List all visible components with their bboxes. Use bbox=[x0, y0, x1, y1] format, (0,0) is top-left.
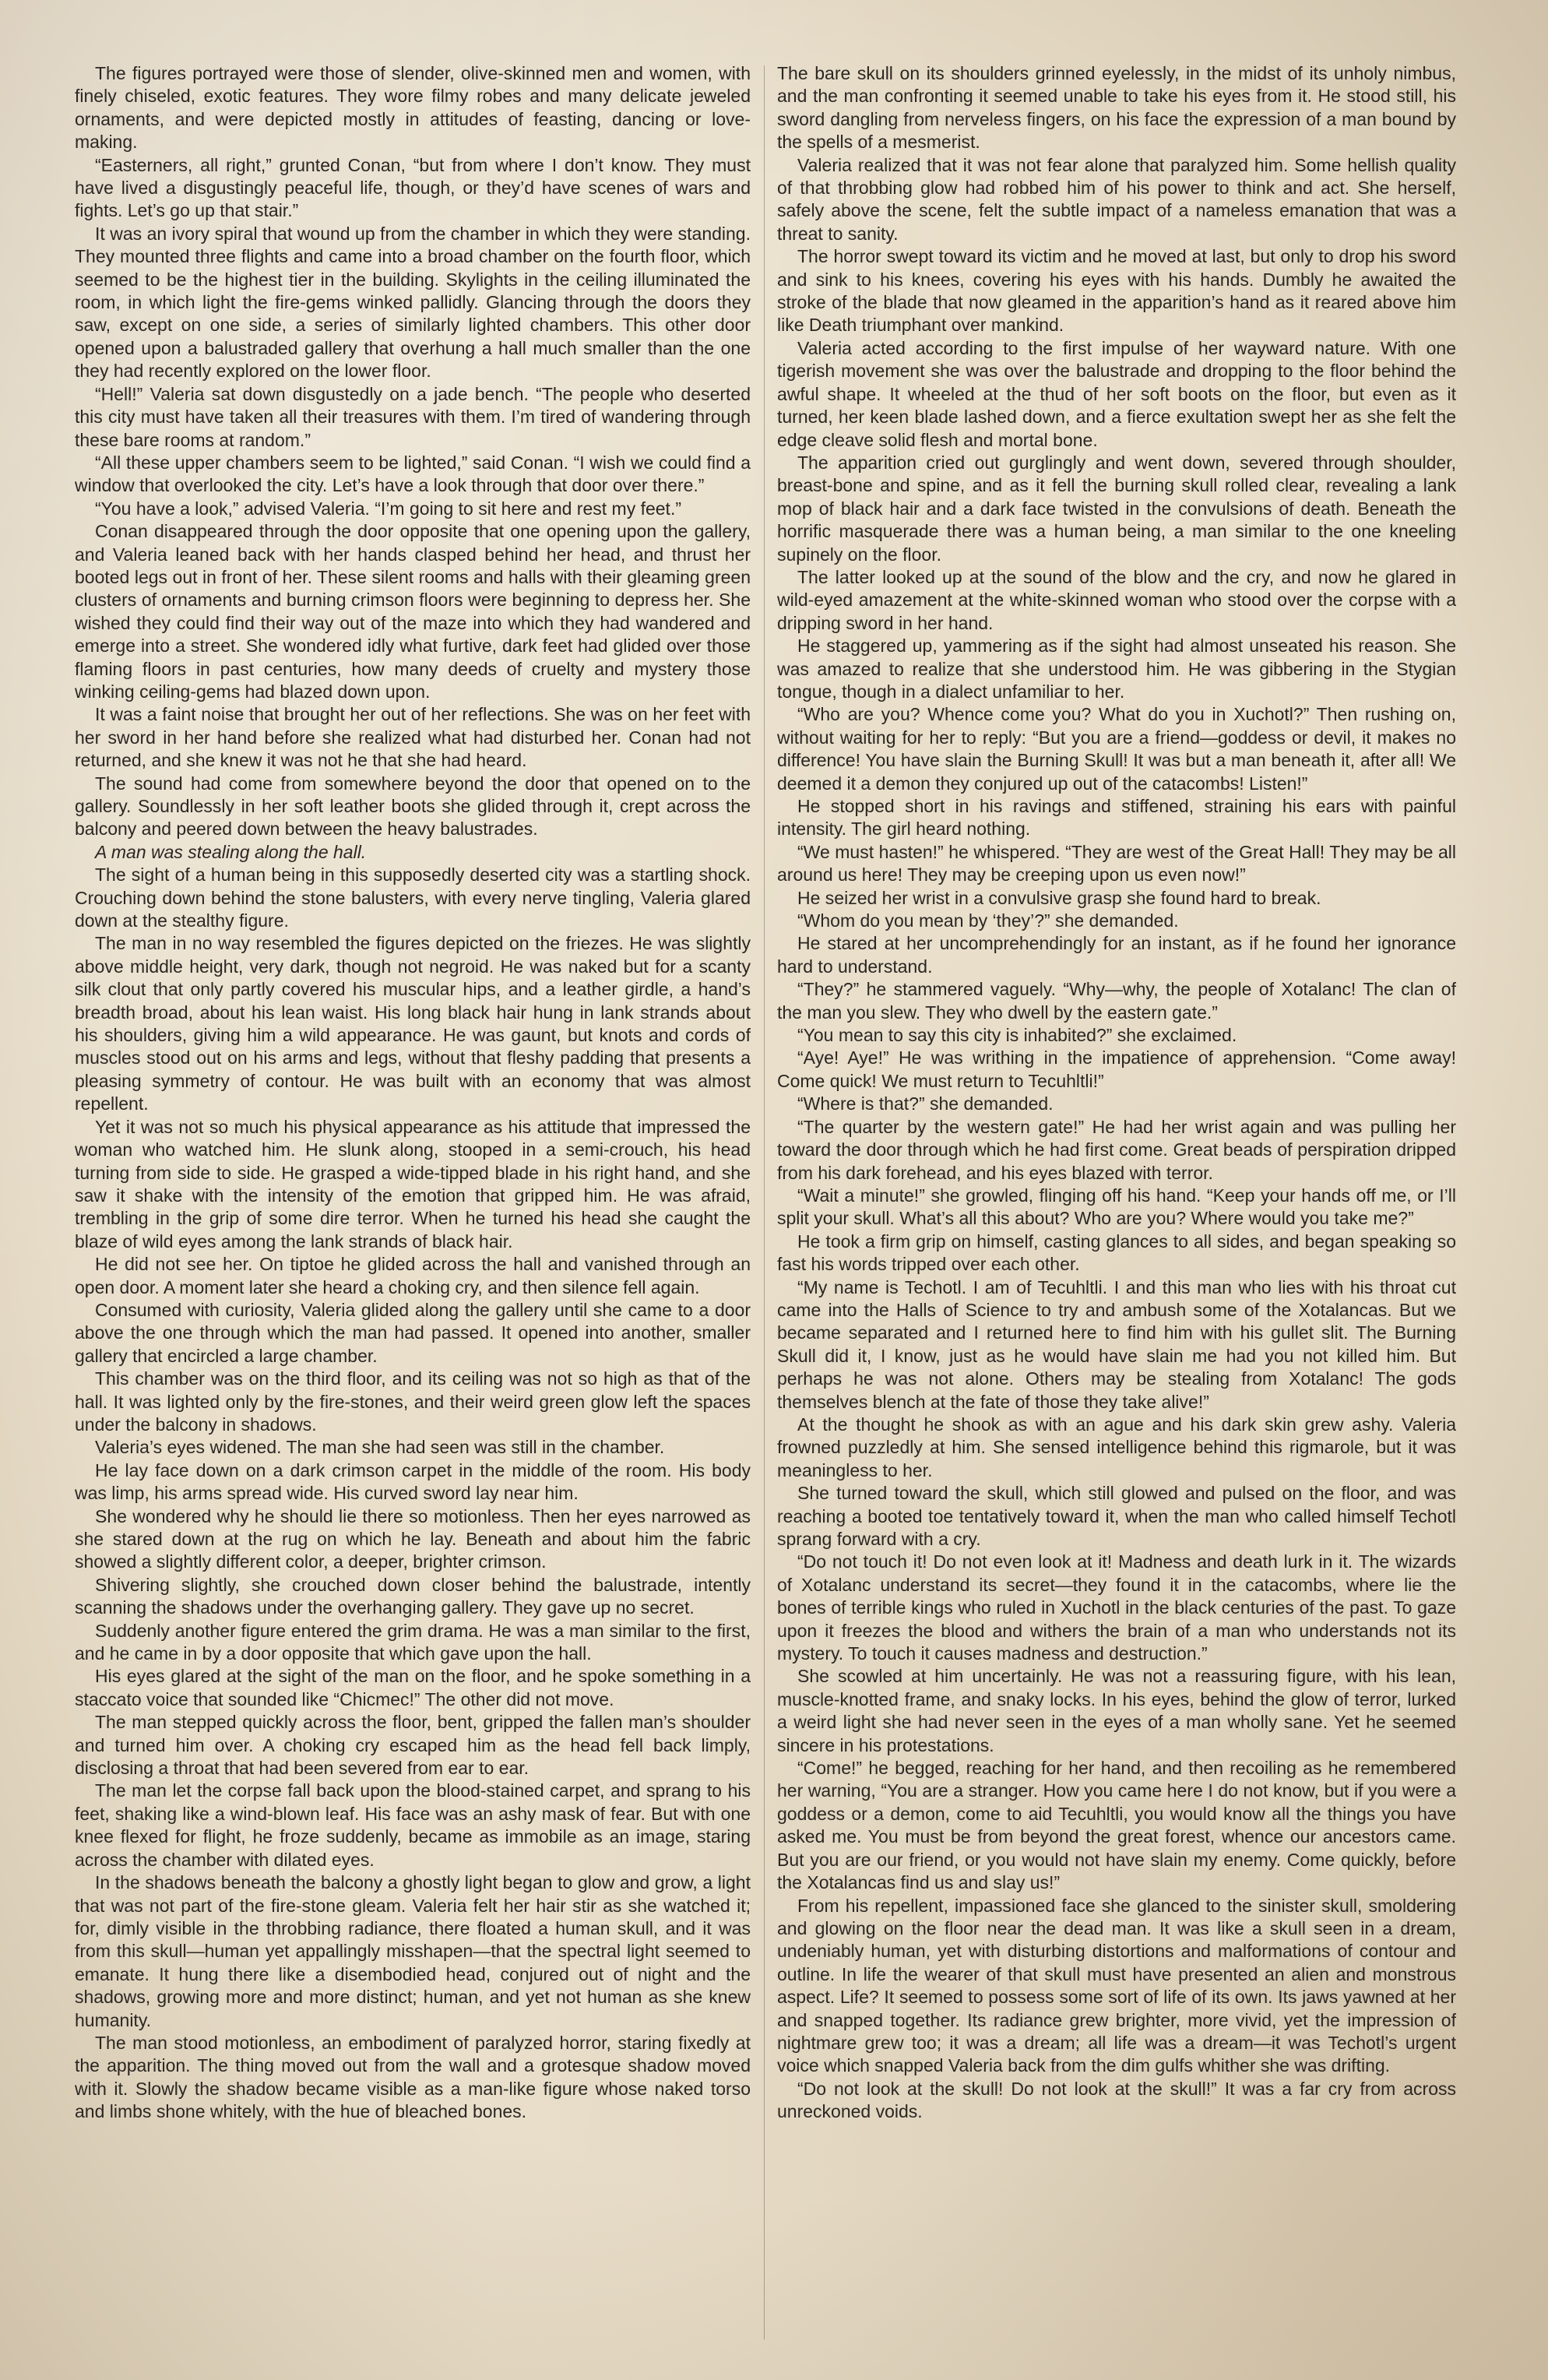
paragraph: Valeria realized that it was not fear alone that paralyzed him. Some hellish quality of that throbbing glow had robbed him of his power to think and act. She herself, safely above the scene, felt the subtle impact of a nameless emanation that was a threat to sanity. bbox=[777, 154, 1456, 244]
paragraph: At the thought he shook as with an ague and his dark skin grew ashy. Valeria frowned puzzledly at him. She sensed intelligence behind this rigmarole, but it was meaningless to her. bbox=[777, 1414, 1456, 1480]
paragraph: The man stepped quickly across the floor, bent, gripped the fallen man’s shoulder and turned him over. A choking cry escaped him as the head fell back limply, disclosing a throat that had been severed from ear to ear. bbox=[75, 1712, 751, 1779]
paragraph: “They?” he stammered vaguely. “Why—why, the people of Xotalanc! The clan of the man you slew. They who dwell by the eastern gate.” bbox=[777, 979, 1456, 1023]
paragraph: The sound had come from somewhere beyond the door that opened on to the gallery. Soundlessly in her soft leather boots she glided through it, crept across the balcony and peered down between the heavy balustrades. bbox=[75, 773, 751, 840]
paragraph: “Do not look at the skull! Do not look at the skull!” It was a far cry from across unreckoned voids. bbox=[777, 2078, 1456, 2122]
paragraph: The man in no way resembled the figures depicted on the friezes. He was slightly above middle height, very dark, though not negroid. He was naked but for a scanty silk clout that only partly covered his muscular hips, and a leather girdle, a hand’s breadth broad, about his lean waist. His long black hair hung in lank strands about his shoulders, giving him a wild appearance. He was gaunt, but knots and cords of muscles stood out on his arms and legs, without that fleshy padding that presents a pleasing symmetry of contour. He was built with an economy that was almost repellent. bbox=[75, 933, 751, 1114]
paragraph: He stared at her uncomprehendingly for an instant, as if he found her ignorance hard to understand. bbox=[777, 933, 1456, 977]
paragraph: He seized her wrist in a convulsive grasp she found hard to break. bbox=[797, 887, 1321, 908]
paragraph: He stopped short in his ravings and stiffened, straining his ears with painful intensity. The girl heard nothing. bbox=[777, 796, 1456, 840]
paragraph: The bare skull on its shoulders grinned eyelessly, in the midst of its unholy nimbus, and the man confronting it seemed unable to take his eyes from it. He stood still, his sword dangling from nerveless fingers, on his face the expression of a man bound by the spells of a mesmerist. bbox=[777, 63, 1456, 153]
paragraph: He lay face down on a dark crimson carpet in the middle of the room. His body was limp, his arms spread wide. His curved sword lay near him. bbox=[75, 1459, 751, 1504]
paragraph: It was an ivory spiral that wound up from the chamber in which they were standing. They mounted three flights and came into a broad chamber on the fourth floor, which seemed to be the highest tier in the building. Skylights in the ceiling illuminated the room, in which light the fire-gems winked pallidly. Glancing through the doors they saw, except on one side, a series of similarly lighted chambers. This other door opened upon a balustraded gallery that overhung a hall much smaller than the one they had recently explored on the lower floor. bbox=[75, 223, 751, 382]
paragraph: The figures portrayed were those of slender, olive-skinned men and women, with finely chiseled, exotic features. They wore filmy robes and many delicate jeweled ornaments, and were depicted mostly in attitudes of feasting, dancing or love-making. bbox=[75, 63, 751, 153]
paragraph: Yet it was not so much his physical appearance as his attitude that impressed the woman who watched him. He slunk along, stooped in a semi-crouch, his head turning from side to side. He grasped a wide-tipped blade in his right hand, and she saw it shake with the intensity of the emotion that gripped him. He was afraid, trembling in the grip of some dire terror. When he turned his head she caught the blaze of wild eyes among the lank strands of black hair. bbox=[75, 1116, 751, 1252]
paragraph: Conan disappeared through the door opposite that one opening upon the gallery, and Valeria leaned back with her hands clasped behind her head, and thrust her booted legs out in front of her. These silent rooms and halls with their gleaming green clusters of ornaments and burning crimson floors were beginning to depress her. She wished they could find their way out of the maze into which they had wandered and emerge into a street. She wondered idly what furtive, dark feet had glided over those flaming floors in past centuries, how many deeds of cruelty and mystery those winking ceiling-gems had blazed down upon. bbox=[75, 521, 751, 702]
paragraph: The sight of a human being in this supposedly deserted city was a startling shock. Crouching down behind the stone balusters, with every nerve tingling, Valeria glared down at the stealthy figure. bbox=[75, 864, 751, 931]
paragraph: “The quarter by the western gate!” He had her wrist again and was pulling her toward the door through which he had first come. Great beads of perspiration dripped from his dark forehead, and his eyes blazed with terror. bbox=[777, 1116, 1456, 1183]
paragraph: This chamber was on the third floor, and its ceiling was not so high as that of the hall. It was lighted only by the fire-stones, and their weird green glow left the spaces under the balcony in shadows. bbox=[75, 1368, 751, 1435]
paragraph: Consumed with curiosity, Valeria glided along the gallery until she came to a door above the one through which the man had passed. It opened into another, smaller gallery that encircled a large chamber. bbox=[75, 1299, 751, 1366]
paragraph: It was a faint noise that brought her out of her reflections. She was on her feet with her sword in her hand before she realized what had disturbed her. Conan had not returned, and she knew it was not he that she had heard. bbox=[75, 704, 751, 771]
paragraph: He staggered up, yammering as if the sight had almost unseated his reason. She was amazed to realize that she understood him. He was gibbering in the Stygian tongue, though in a dialect unfamiliar to her. bbox=[777, 635, 1456, 702]
paragraph: She turned toward the skull, which still glowed and pulsed on the floor, and was reaching a booted toe tentatively toward it, when the man who called himself Techotl sprang forward with a cry. bbox=[777, 1483, 1456, 1549]
paragraph: The man let the corpse fall back upon the blood-stained carpet, and sprang to his feet, shaking like a wind-blown leaf. His face was an ashy mask of fear. But with one knee flexed for flight, he froze suddenly, became as immobile as an image, staring across the chamber with dilated eyes. bbox=[75, 1780, 751, 1870]
paragraph: “You have a look,” advised Valeria. “I’m going to sit here and rest my feet.” bbox=[95, 498, 681, 519]
paragraph: She wondered why he should lie there so motionless. Then her eyes narrowed as she stared down at the rug on which he lay. Beneath and about him the fabric showed a slightly different color, a deeper, brighter crimson. bbox=[75, 1505, 751, 1572]
paragraph: “Easterners, all right,” grunted Conan, “but from where I don’t know. They must have lived a disgustingly peaceful life, though, or they’d have scenes of wars and fights. Let’s go up that stair.” bbox=[75, 154, 751, 221]
paragraph: He took a firm grip on himself, casting glances to all sides, and began speaking so fast his words tripped over each other. bbox=[777, 1230, 1456, 1275]
right-text-column bbox=[777, 62, 1456, 2344]
paragraph: The man stood motionless, an embodiment of paralyzed horror, staring fixedly at the apparition. The thing moved out from the wall and a grotesque shadow moved with it. Slowly the shadow became visible as a man-like figure whose naked torso and limbs shone whitely, with the hue of bleached bones. bbox=[75, 2032, 751, 2122]
paragraph: Valeria acted according to the first impulse of her wayward nature. With one tigerish movement she was over the balustrade and dropping to the floor behind the awful shape. It wheeled at the thud of her soft boots on the floor, but even as it turned, her keen blade lashed down, and a fierce exultation swept her as she felt the edge cleave solid flesh and mortal bone. bbox=[777, 337, 1456, 450]
paragraph: “Wait a minute!” she growled, flinging off his hand. “Keep your hands off me, or I’ll split your skull. What’s all this about? Who are you? Where would you take me?” bbox=[777, 1185, 1456, 1229]
paragraph: The latter looked up at the sound of the blow and the cry, and now he glared in wild-eyed amazement at the white-skinned woman who stood over the corpse with a dripping sword in her hand. bbox=[777, 566, 1456, 633]
paragraph: He did not see her. On tiptoe he glided across the hall and vanished through an open door. A moment later she heard a choking cry, and then silence fell again. bbox=[75, 1254, 751, 1297]
paragraph: The horror swept toward its victim and he moved at last, but only to drop his sword and sink to his knees, covering his eyes with his hands. Dumbly he awaited the stroke of the blade that now gleamed in the apparition’s hand as it reared above him like Death triumphant over mankind. bbox=[777, 246, 1456, 336]
paragraph: Suddenly another figure entered the grim drama. He was a man similar to the first, and he came in by a door opposite that which gave upon the hall. bbox=[75, 1620, 751, 1664]
paragraph: “Hell!” Valeria sat down disgustedly on a jade bench. “The people who deserted this city must have taken all their treasures with them. I’m tired of wandering through these bare rooms at random.” bbox=[75, 383, 751, 450]
paragraph: The apparition cried out gurglingly and went down, severed through shoulder, breast-bone and spine, and as it fell the burning skull rolled clear, revealing a lank mop of black hair and a dark face twisted in the convulsions of death. Beneath the horrific masquerade there was a human being, a man similar to the one kneeling supinely on the floor. bbox=[777, 452, 1456, 565]
paragraph: “We must hasten!” he whispered. “They are west of the Great Hall! They may be all around us here! They may be creeping upon us even now!” bbox=[777, 841, 1456, 885]
paragraph: “Aye! Aye!” He was writhing in the impatience of apprehension. “Come away! Come quick! We must return to Tecuhltli!” bbox=[777, 1047, 1456, 1091]
left-text-column bbox=[75, 62, 751, 2344]
paragraph: Valeria’s eyes widened. The man she had seen was still in the chamber. bbox=[95, 1437, 665, 1458]
paragraph: Shivering slightly, she crouched down closer behind the balustrade, intently scanning the shadows under the overhanging gallery. They gave up no secret. bbox=[75, 1574, 751, 1618]
paragraph: “All these upper chambers seem to be lighted,” said Conan. “I wish we could find a window that overlooked the city. Let’s have a look through that door over there.” bbox=[75, 452, 751, 496]
paragraph: “You mean to say this city is inhabited?” she exclaimed. bbox=[797, 1025, 1237, 1046]
paragraph: From his repellent, impassioned face she glanced to the sinister skull, smoldering and glowing on the floor near the dead man. It was like a skull seen in a dream, undeniably human, yet with disturbing distortions and malformations of contour and outline. In life the wearer of that skull must have presented an alien and monstrous aspect. Life? It seemed to possess some sort of life of its own. Its jaws yawned at her and snapped together. Its radiance grew brighter, more vivid, yet the impression of nightmare grew too; it was a dream; all life was a dream—it was Techotl’s urgent voice which snapped Valeria back from the dim gulfs whither she was drifting. bbox=[777, 1895, 1456, 2076]
paragraph: “My name is Techotl. I am of Tecuhltli. I and this man who lies with his throat cut came into the Halls of Science to try and ambush some of the Xotalancas. But we became separated and I returned here to find him with his gullet slit. The Burning Skull did it, I know, just as he would have slain me had you not killed him. But perhaps he was not alone. Others may be stealing from Xotalanc! The gods themselves blench at the fate of those they take alive!” bbox=[777, 1276, 1456, 1412]
paragraph: “Come!” he begged, reaching for her hand, and then recoiling as he remembered her warning, “You are a stranger. How you came here I do not know, but if you were a goddess or a demon, come to aid Tecuhltli, you would know all the things you have asked me. You must be from beyond the great forest, whence our ancestors came. But you are our friend, or you would not have slain my enemy. Come quickly, before the Xotalancas find us and slay us!” bbox=[777, 1758, 1456, 1893]
paragraph: She scowled at him uncertainly. He was not a reassuring figure, with his lean, muscle-knotted frame, and snaky locks. In his eyes, behind the glow of terror, lurked a weird light she had never seen in the eyes of a man wholly sane. Yet he seemed sincere in his protestations. bbox=[777, 1666, 1456, 1755]
paragraph: “Where is that?” she demanded. bbox=[797, 1093, 1054, 1114]
italic-paragraph: A man was stealing along the hall. bbox=[95, 841, 367, 862]
paragraph: His eyes glared at the sight of the man on the floor, and he spoke something in a staccato voice that sounded like “Chicmec!” The other did not move. bbox=[75, 1666, 751, 1709]
paragraph: “Who are you? Whence come you? What do you in Xuchotl?” Then rushing on, without waiting for her to reply: “But you are a friend—goddess or devil, it makes no difference! You have slain the Burning Skull! It was but a man beneath it, after all! We deemed it a demon they conjured up out of the catacombs! Listen!” bbox=[777, 704, 1456, 794]
column-divider bbox=[764, 65, 765, 2340]
paragraph: “Do not touch it! Do not even look at it! Madness and death lurk in it. The wizards of Xotalanc understand its secret—they found it in the catacombs, where lie the bones of terrible kings who ruled in Xuchotl in the black centuries of the past. To gaze upon it freezes the blood and withers the brain of a man who understands not its mystery. To touch it causes madness and destruction.” bbox=[777, 1551, 1456, 1664]
paragraph: “Whom do you mean by ‘they’?” she demanded. bbox=[797, 910, 1179, 931]
paragraph: In the shadows beneath the balcony a ghostly light began to glow and grow, a light that was not part of the fire-stone gleam. Valeria felt her hair stir as she watched it; for, dimly visible in the throbbing radiance, there floated a human skull, and it was from this skull—human yet appallingly misshapen—that the spectral light seemed to emanate. It hung there like a disembodied head, conjured out of night and the shadows, growing more and more distinct; human, and yet not human as she knew humanity. bbox=[75, 1872, 751, 2030]
